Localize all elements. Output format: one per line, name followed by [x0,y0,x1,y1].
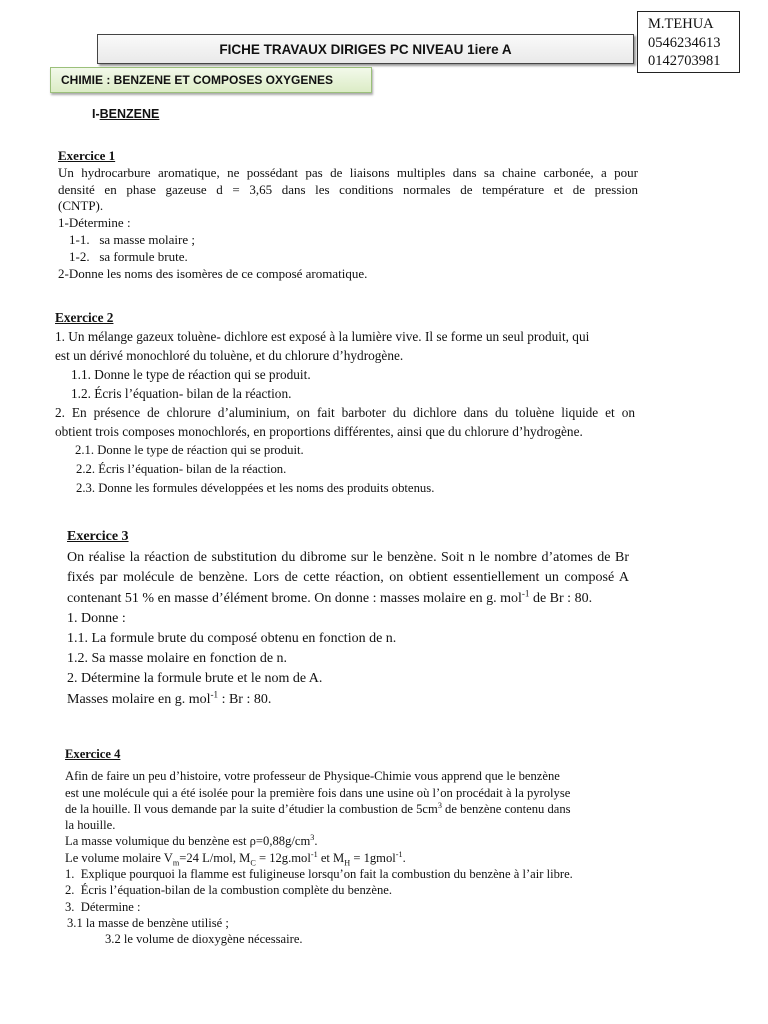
page-title [97,34,634,64]
exercise-4-line-6-exp-1: -1 [310,849,318,859]
exercise-3-line-3-a: contenant 51 % en masse d’élément brome. On donne : masses molaire en g. mol [67,590,522,606]
exercise-4-line-6-d: et M [317,850,345,865]
exercise-1-line-1: Un hydrocarbure aromatique, ne possédant pas de liaisons multiples dans sa chaine carbonée, a pour [58,164,638,180]
author-name: M.TEHUA [648,16,714,32]
exercise-4-line-6-e: = 1gmol [350,850,396,865]
exercise-3-line-8-b: : Br : 80. [218,691,272,707]
exercise-2-line-2: est un dérivé monochloré du toluène, et du chlorure d’hydrogène. [55,348,404,363]
exercise-3 [67,527,629,710]
exercise-4-line-6-sub-m: m [172,858,180,868]
exercise-1-line-6: 1-2. sa formule brute. [69,248,188,264]
exercise-4-line-1: Afin de faire un peu d’histoire, votre professeur de Physique-Chimie vous apprend que le benzène [65,769,560,784]
exercise-2-line-1: 1. Un mélange gazeux toluène- dichlore est exposé à la lumière vive. Il se forme un seul produit, qui [55,329,590,344]
exercise-2-line-4: 1.2. Écris l’équation- bilan de la réaction. [71,386,292,401]
exercise-3-line-3-b: de Br : 80. [529,590,593,606]
part-heading-prefix: I- [92,107,100,121]
author-box [637,11,740,73]
exercise-4-line-6-c: = 12g.mol [255,850,311,865]
exercise-4-line-3-a: de la houille. Il vous demande par la suite d’étudier la combustion de 5cm [65,801,438,816]
exercise-3-line-4: 1. Donne : [67,610,126,626]
exercise-4-line-7: 1. Explique pourquoi la flamme est fuligineuse lorsqu’on fait la combustion du benzène à l’air libre. [65,867,573,882]
exercise-4-line-2: est une molécule qui a été isolée pour la première fois dans une usine où l’on procédait à la pyrolyse [65,785,571,800]
exercise-4-line-10: 3.1 la masse de benzène utilisé ; [67,915,229,930]
exercise-4-line-11: 3.2 le volume de dioxygène nécessaire. [105,932,303,947]
exercise-2-line-5: 2. En présence de chlorure d’aluminium, on fait barboter du dichlore dans du toluène liquide et on [55,405,635,420]
exercise-4-line-5-exp: 3 [310,833,315,843]
exercise-2-line-7: 2.1. Donne le type de réaction qui se produit. [75,443,304,457]
exercise-1-line-3: (CNTP). [58,198,104,214]
exercise-2-line-6: obtient trois composes monochlorés, en proportions différentes, ainsi que du chlorure d’hydrogène. [55,424,583,439]
exercise-1-line-7: 2-Donne les noms des isomères de ce composé aromatique. [58,265,368,281]
exercise-4-line-6-b: =24 L/mol, M [179,850,251,865]
section-banner [50,67,372,93]
exercise-3-line-8 [67,690,629,710]
exercise-4-line-3 [65,801,605,817]
part-heading [92,107,159,121]
exercise-3-line-7: 2. Détermine la formule brute et le nom de A. [67,671,323,687]
exercise-2-line-3: 1.1. Donne le type de réaction qui se produit. [71,367,311,382]
author-phone-1: 0546234613 [648,34,721,51]
exercise-3-line-6: 1.2. Sa masse molaire en fonction de n. [67,651,288,667]
exercise-4 [65,746,605,948]
part-heading-label: BENZENE [99,107,160,121]
exercise-3-line-3-exp: -1 [521,587,530,598]
exercise-4-line-5-b: . [314,834,318,849]
exercise-4-line-6-exp-2: -1 [395,849,403,859]
exercise-3-line-8-exp: -1 [210,688,219,699]
exercise-3-line-2: fixés par molécule de benzène. Lors de cette réaction, on obtient essentiellement un composé A [67,570,629,586]
exercise-4-line-8: 2. Écris l’équation-bilan de la combustion complète du benzène. [65,883,392,898]
exercise-3-line-5: 1.1. La formule brute du composé obtenu en fonction de n. [67,631,397,647]
exercise-4-line-6 [65,850,605,866]
section-banner-text: CHIMIE : BENZENE ET COMPOSES OXYGENES [61,73,334,87]
exercise-4-line-5 [65,833,605,849]
exercise-4-line-9: 3. Détermine : [65,899,141,914]
exercise-4-title: Exercice 4 [65,747,121,761]
exercise-4-line-3-exp: 3 [437,800,442,810]
page-title-text: FICHE TRAVAUX DIRIGES PC NIVEAU 1iere A [219,41,512,57]
exercise-2-line-9: 2.3. Donne les formules développées et les noms des produits obtenus. [76,481,435,495]
exercise-3-line-1: On réalise la réaction de substitution du dibrome sur le benzène. Soit n le nombre d’atomes de Br [67,550,629,566]
exercise-1-line-2: densité en phase gazeuse d = 3,65 dans les conditions normales de température et de pression [58,181,638,197]
exercise-4-line-6-f: . [402,850,406,865]
exercise-2-title: Exercice 2 [55,310,114,325]
exercise-1-line-4: 1-Détermine : [58,215,131,231]
author-phone-2: 0142703981 [648,53,721,69]
exercise-2 [55,308,635,498]
exercise-4-line-5-a: La masse volumique du benzène est ρ=0,88g/cm [65,834,311,849]
exercise-3-title: Exercice 3 [67,529,129,544]
exercise-4-line-3-b: de benzène contenu dans [441,801,571,816]
exercise-3-line-3 [67,589,629,609]
exercise-3-line-8-a: Masses molaire en g. mol [67,691,211,707]
exercise-4-line-6-sub-h: H [344,858,351,868]
exercise-1-title: Exercice 1 [58,148,116,163]
exercise-4-line-6-sub-c: C [250,858,256,868]
exercise-2-line-8: 2.2. Écris l’équation- bilan de la réaction. [76,462,287,476]
exercise-1-line-5: 1-1. sa masse molaire ; [69,231,195,247]
exercise-4-line-6-a: Le volume molaire V [65,850,173,865]
exercise-1 [58,148,638,282]
exercise-4-line-4: la houille. [65,818,116,833]
